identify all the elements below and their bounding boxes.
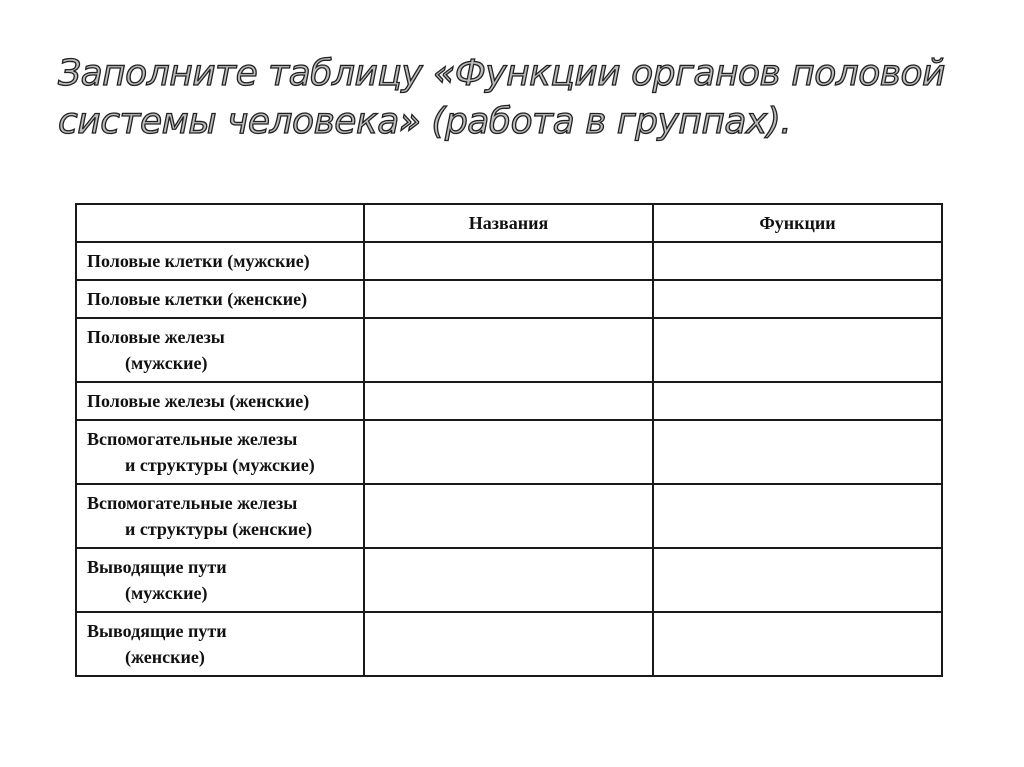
table-row [76,420,942,484]
row-label-line1: Половые железы [87,327,225,347]
row-label-line1: Половые клетки (женские) [87,289,308,309]
row-label [76,484,364,548]
table-row [76,484,942,548]
functions-cell[interactable] [653,318,942,382]
header-names: Названия [364,204,653,242]
row-label [76,318,364,382]
row-label-line1: Выводящие пути [87,621,227,641]
names-cell[interactable] [364,242,653,280]
row-label-line1: Половые клетки (мужские) [87,251,310,271]
row-label-line2: (женские) [125,647,205,667]
names-cell[interactable] [364,318,653,382]
row-label [76,280,364,318]
functions-cell[interactable] [653,548,942,612]
names-cell[interactable] [364,484,653,548]
table-header-row [76,204,942,242]
table-row [76,382,942,420]
row-label-line2: и структуры (женские) [125,519,313,539]
functions-cell[interactable] [653,484,942,548]
row-label [76,382,364,420]
functions-cell[interactable] [653,612,942,676]
functions-cell[interactable] [653,382,942,420]
functions-cell[interactable] [653,420,942,484]
functions-cell[interactable] [653,242,942,280]
slide-title: Заполните таблицу «Функции органов половой системы человека» (работа в группах). [58,53,945,142]
names-cell[interactable] [364,382,653,420]
table-row [76,242,942,280]
names-cell[interactable] [364,420,653,484]
row-label [76,548,364,612]
names-cell[interactable] [364,548,653,612]
table-row [76,548,942,612]
row-label-line1: Вспомогательные железы [87,429,298,449]
header-empty [76,204,364,242]
table-row [76,612,942,676]
row-label-line1: Половые железы (женские) [87,391,310,411]
row-label [76,420,364,484]
functions-table [75,203,943,677]
table-row [76,280,942,318]
names-cell[interactable] [364,612,653,676]
row-label-line2: (мужские) [125,583,208,603]
header-functions: Функции [653,204,942,242]
row-label-line2: (мужские) [125,353,208,373]
row-label-line1: Вспомогательные железы [87,493,298,513]
table-row [76,318,942,382]
row-label [76,612,364,676]
row-label-line1: Выводящие пути [87,557,227,577]
names-cell[interactable] [364,280,653,318]
row-label [76,242,364,280]
row-label-line2: и структуры (мужские) [125,455,315,475]
functions-cell[interactable] [653,280,942,318]
